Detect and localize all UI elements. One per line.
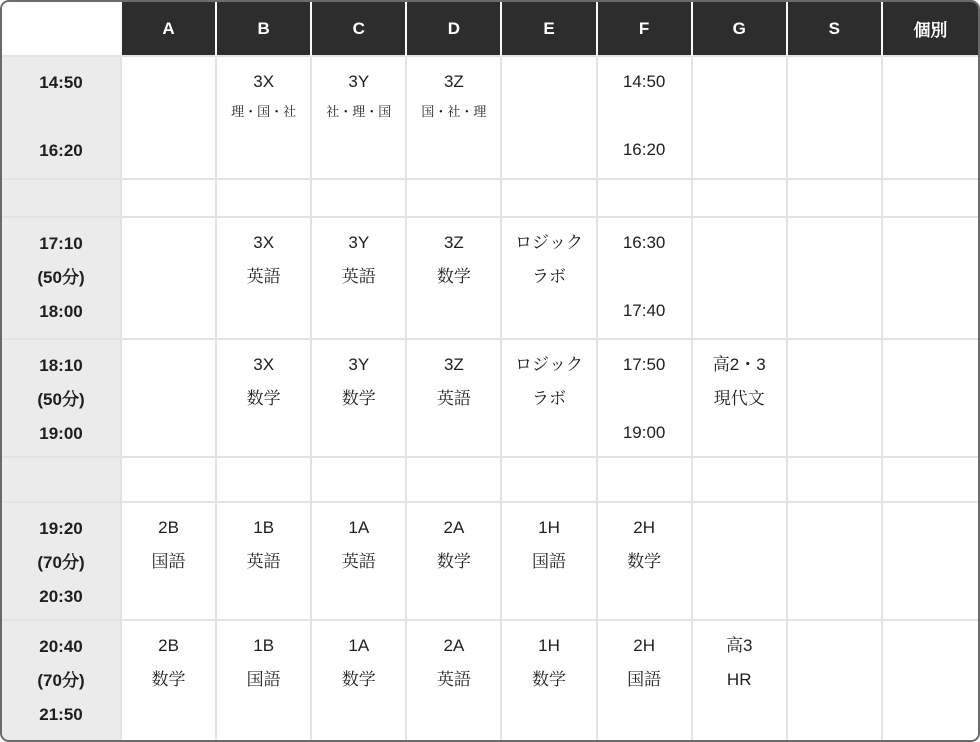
cell-text: 18:10: [39, 356, 83, 375]
cell-text: HR: [726, 670, 752, 689]
cell-S-slot-2040: [788, 621, 883, 740]
cell-B-slot-1920: [217, 503, 312, 621]
cell-C-slot-1920: [312, 503, 407, 621]
cell-S-spacer-2: [788, 458, 883, 503]
cell-G-spacer-1: [693, 180, 788, 218]
cell-text: 数学: [341, 670, 376, 689]
cell-text: 英語: [436, 670, 471, 689]
cell-B-spacer-2: [217, 458, 312, 503]
cell-C-spacer-1: [312, 180, 407, 218]
cell-text: 17:50: [622, 355, 666, 374]
cell-text: 高3: [725, 636, 753, 655]
cell-text: 3Z: [443, 72, 464, 91]
cell-F-slot-2040: [598, 621, 693, 740]
cell-D-slot-2040: [407, 621, 502, 740]
column-header-S: S: [788, 2, 883, 57]
column-header-B: B: [217, 2, 312, 57]
cell-text: 3Y: [348, 233, 370, 252]
cell-B-slot-1450: [217, 57, 312, 180]
cell-F-spacer-1: [598, 180, 693, 218]
cell-text: 1B: [253, 636, 275, 655]
cell-E-slot-1810: [502, 340, 597, 458]
cell-個別-slot-1920: [883, 503, 978, 621]
cell-text: 3Z: [443, 355, 464, 374]
cell-S-slot-1810: [788, 340, 883, 458]
cell-text: 国語: [151, 552, 186, 571]
cell-text: ロジック: [514, 355, 583, 374]
cell-D-slot-1920: [407, 503, 502, 621]
cell-text: 14:50: [39, 73, 83, 92]
cell-A-slot-1450: [122, 57, 217, 180]
cell-text: [598, 382, 691, 416]
cell-C-slot-1810: [312, 340, 407, 458]
cell-text: 国語: [627, 670, 662, 689]
cell-B-slot-2040: [217, 621, 312, 740]
cell-text: 19:00: [39, 424, 83, 443]
cell-text: [2, 100, 120, 134]
cell-F-slot-1450: [598, 57, 693, 180]
cell-個別-slot-2040: [883, 621, 978, 740]
cell-text: 19:20: [39, 519, 83, 538]
cell-E-slot-1920: [502, 503, 597, 621]
cell-個別-slot-1450: [883, 57, 978, 180]
cell-text: 21:50: [39, 705, 83, 724]
cell-C-slot-1450: [312, 57, 407, 180]
cell-text: 英語: [436, 389, 471, 408]
cell-E-slot-1450: [502, 57, 597, 180]
cell-text: 20:40: [39, 637, 83, 656]
column-header-E: E: [502, 2, 597, 57]
cell-A-slot-2040: [122, 621, 217, 740]
cell-text: ラボ: [531, 267, 566, 286]
cell-text: 19:00: [622, 423, 666, 442]
cell-C-slot-1710: [312, 218, 407, 340]
time-spacer-spacer-1: [2, 180, 122, 218]
cell-text: 国語: [246, 670, 281, 689]
cell-text: 3X: [253, 355, 275, 374]
cell-text: 数学: [436, 267, 471, 286]
cell-G-slot-1450: [693, 57, 788, 180]
cell-text: 2B: [158, 518, 179, 537]
cell-G-slot-1810: [693, 340, 788, 458]
cell-text: 数学: [627, 552, 662, 571]
column-header-A: A: [122, 2, 217, 57]
cell-text: 2H: [633, 518, 655, 537]
cell-text: 英語: [246, 267, 281, 286]
cell-F-spacer-2: [598, 458, 693, 503]
cell-text: ロジック: [514, 233, 583, 252]
corner-cell: [2, 2, 122, 57]
cell-text: 英語: [341, 267, 376, 286]
cell-A-spacer-2: [122, 458, 217, 503]
cell-text: 14:50: [622, 72, 666, 91]
cell-text: 英語: [246, 552, 281, 571]
cell-text: 2B: [158, 636, 179, 655]
time-slot-1920: [2, 503, 122, 621]
cell-text: 1A: [348, 518, 370, 537]
cell-text: (50分): [37, 390, 85, 409]
cell-E-spacer-2: [502, 458, 597, 503]
cell-G-slot-2040: [693, 621, 788, 740]
cell-text: 3Y: [348, 72, 370, 91]
cell-B-slot-1810: [217, 340, 312, 458]
column-header-G: G: [693, 2, 788, 57]
cell-S-slot-1920: [788, 503, 883, 621]
cell-text: 17:10: [39, 234, 83, 253]
cell-A-slot-1920: [122, 503, 217, 621]
time-slot-1710: [2, 218, 122, 340]
time-spacer-spacer-2: [2, 458, 122, 503]
cell-個別-slot-1810: [883, 340, 978, 458]
cell-G-spacer-2: [693, 458, 788, 503]
cell-text: 数学: [246, 389, 281, 408]
time-slot-1450: [2, 57, 122, 180]
cell-A-slot-1710: [122, 218, 217, 340]
cell-text: 1A: [348, 636, 370, 655]
cell-G-slot-1920: [693, 503, 788, 621]
cell-text: 1B: [253, 518, 275, 537]
cell-text: 高2・3: [712, 355, 766, 374]
cell-text: 数学: [531, 670, 566, 689]
cell-D-slot-1450: [407, 57, 502, 180]
cell-text: 18:00: [39, 302, 83, 321]
cell-text: 1H: [538, 636, 560, 655]
cell-text: [598, 99, 691, 133]
cell-E-slot-1710: [502, 218, 597, 340]
cell-text: ラボ: [531, 389, 566, 408]
cell-個別-spacer-1: [883, 180, 978, 218]
column-header-D: D: [407, 2, 502, 57]
cell-S-slot-1710: [788, 218, 883, 340]
cell-text: 英語: [341, 552, 376, 571]
cell-D-spacer-1: [407, 180, 502, 218]
cell-D-slot-1810: [407, 340, 502, 458]
cell-E-spacer-1: [502, 180, 597, 218]
column-header-F: F: [598, 2, 693, 57]
cell-text: (50分): [37, 268, 85, 287]
cell-text: 17:40: [622, 301, 666, 320]
cell-B-spacer-1: [217, 180, 312, 218]
column-header-個別: 個別: [883, 2, 978, 57]
cell-F-slot-1810: [598, 340, 693, 458]
cell-A-slot-1810: [122, 340, 217, 458]
cell-text: 16:20: [39, 141, 83, 160]
cell-text: (70分): [37, 671, 85, 690]
cell-text: 3X: [253, 233, 275, 252]
cell-S-slot-1450: [788, 57, 883, 180]
cell-S-spacer-1: [788, 180, 883, 218]
cell-E-slot-2040: [502, 621, 597, 740]
cell-text: 1H: [538, 518, 560, 537]
time-slot-2040: [2, 621, 122, 740]
cell-text: 16:30: [622, 233, 666, 252]
cell-text: 2A: [443, 518, 465, 537]
cell-個別-spacer-2: [883, 458, 978, 503]
cell-text: 3X: [253, 72, 275, 91]
cell-C-slot-2040: [312, 621, 407, 740]
time-slot-1810: [2, 340, 122, 458]
cell-D-slot-1710: [407, 218, 502, 340]
cell-text: 3Z: [443, 233, 464, 252]
cell-text: 20:30: [39, 587, 83, 606]
cell-text: 国語: [531, 552, 566, 571]
cell-G-slot-1710: [693, 218, 788, 340]
cell-個別-slot-1710: [883, 218, 978, 340]
cell-text: 数学: [341, 389, 376, 408]
cell-text: 3Y: [348, 355, 370, 374]
cell-C-spacer-2: [312, 458, 407, 503]
cell-text: [598, 260, 691, 294]
cell-text: 2A: [443, 636, 465, 655]
cell-D-spacer-2: [407, 458, 502, 503]
cell-subtext: 国・社・理: [421, 104, 487, 119]
cell-A-spacer-1: [122, 180, 217, 218]
column-header-C: C: [312, 2, 407, 57]
cell-subtext: 社・理・国: [326, 104, 392, 119]
cell-F-slot-1920: [598, 503, 693, 621]
cell-text: 2H: [633, 636, 655, 655]
cell-text: 数学: [151, 670, 186, 689]
cell-subtext: 理・国・社: [231, 104, 297, 119]
cell-B-slot-1710: [217, 218, 312, 340]
cell-text: 数学: [436, 552, 471, 571]
cell-text: (70分): [37, 553, 85, 572]
cell-F-slot-1710: [598, 218, 693, 340]
cell-text: 16:20: [622, 140, 666, 159]
cell-text: 現代文: [713, 389, 765, 408]
